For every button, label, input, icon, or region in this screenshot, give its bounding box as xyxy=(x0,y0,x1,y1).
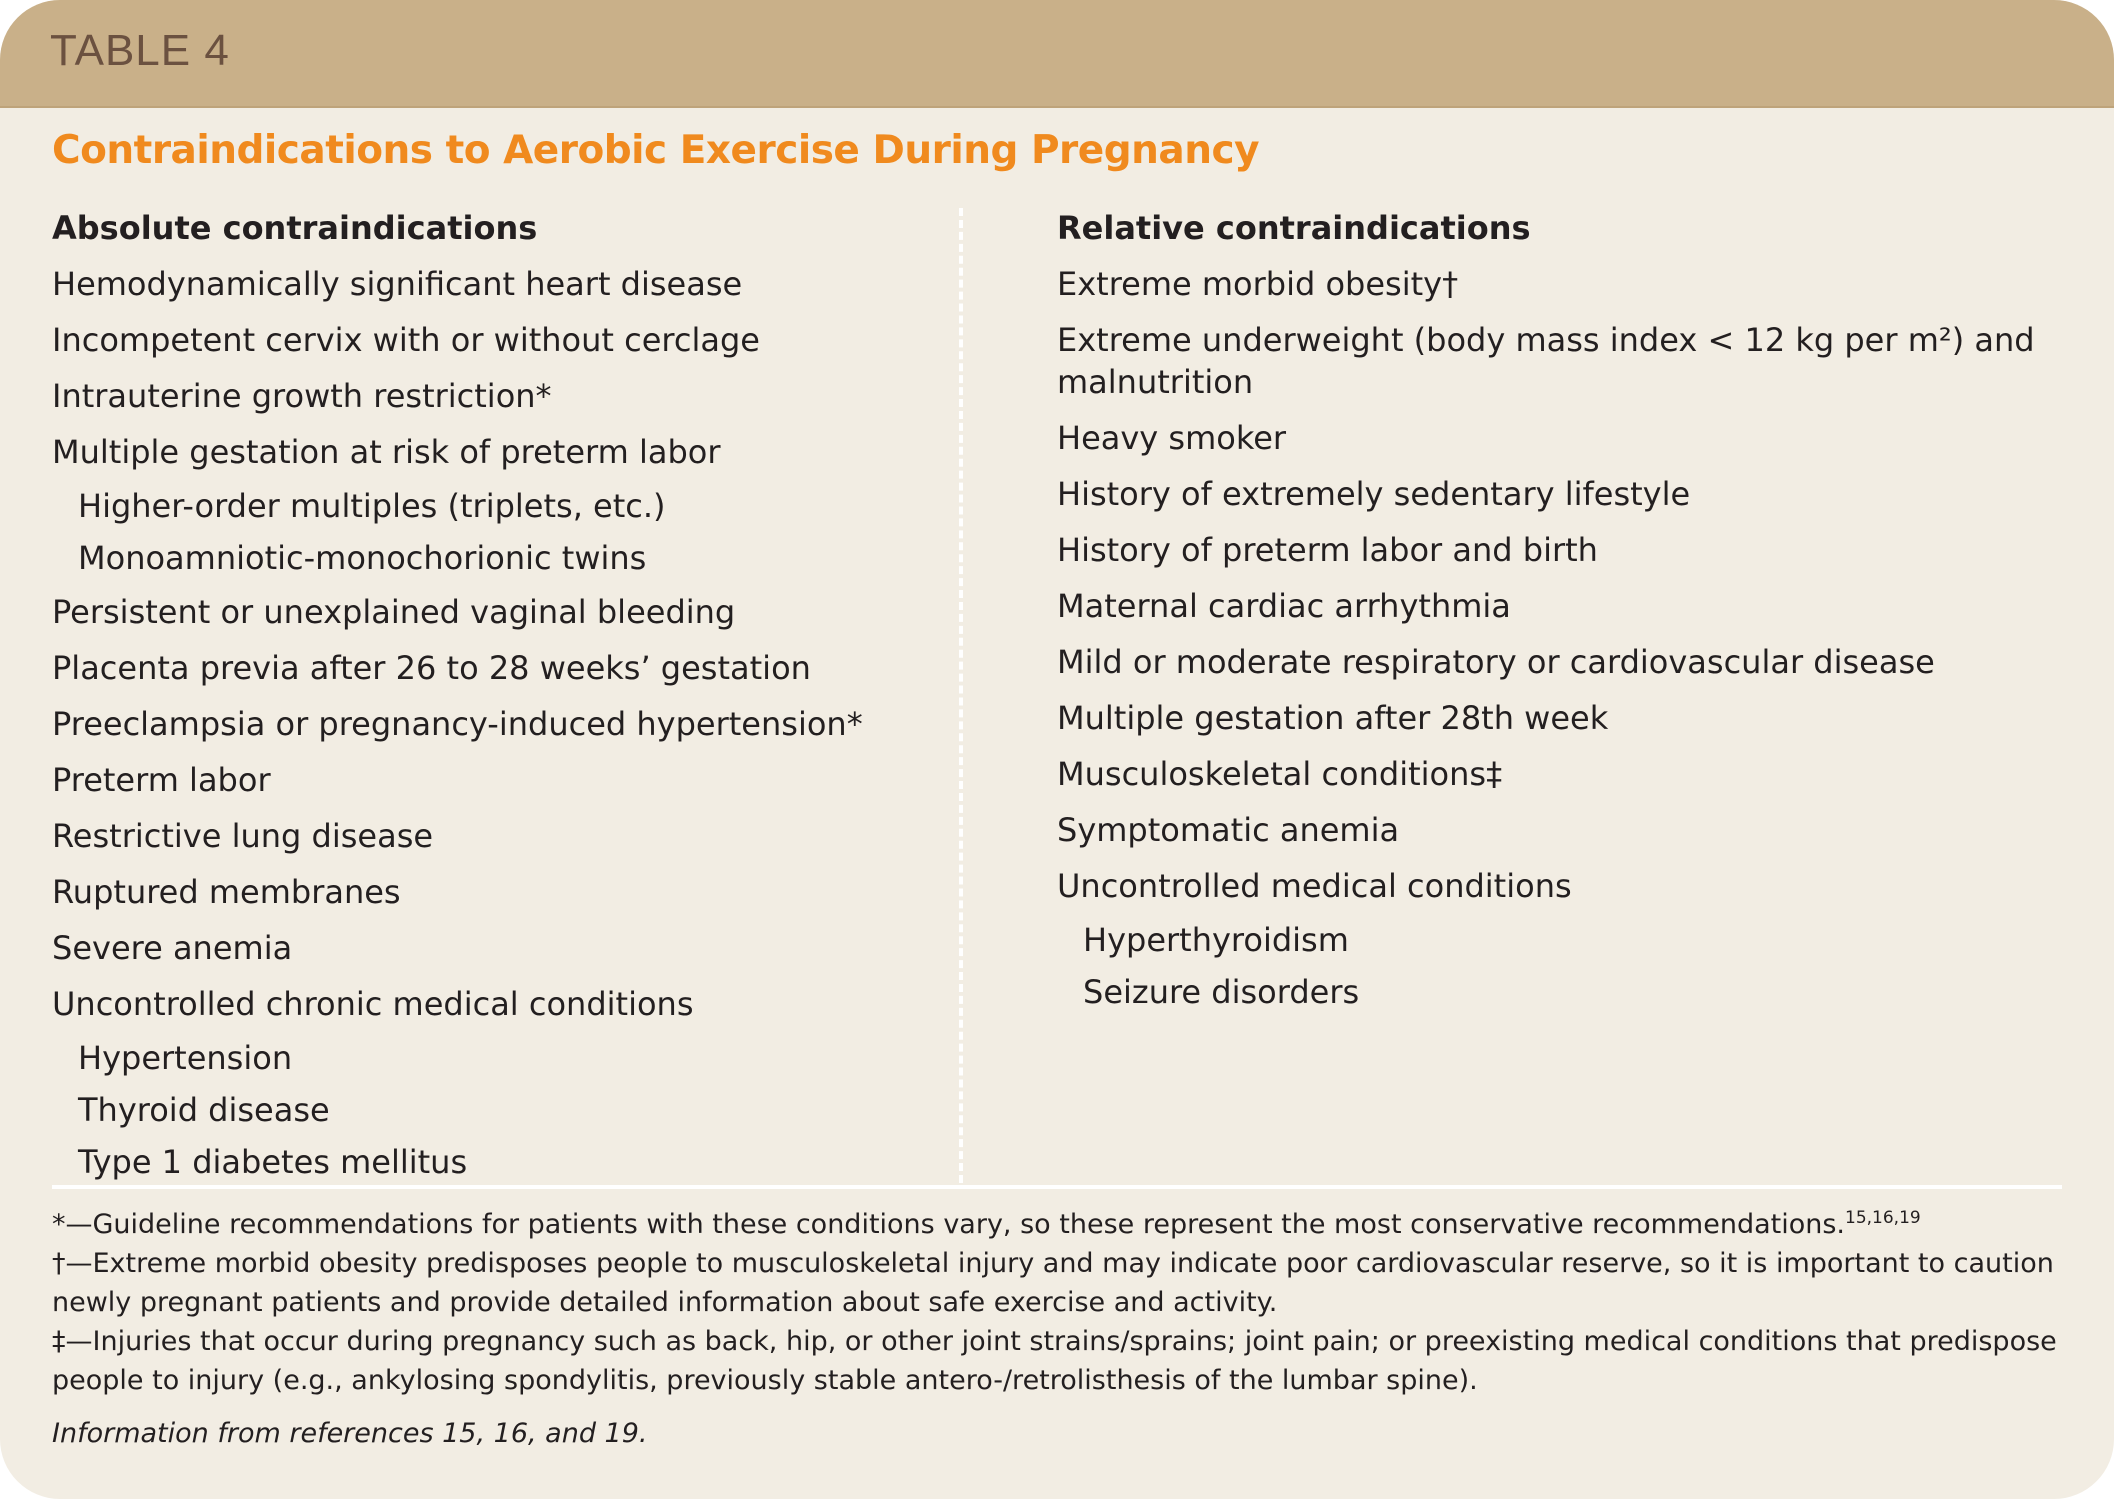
sub-list-item: Hyperthyroidism xyxy=(1083,921,1349,959)
list-item: Multiple gestation after 28th week xyxy=(1057,699,1609,737)
list-item: Uncontrolled chronic medical conditions xyxy=(52,985,694,1023)
table-title: Contraindications to Aerobic Exercise During Pregnancy xyxy=(52,128,1260,173)
list-item: Incompetent cervix with or without cerclage xyxy=(52,321,760,359)
sub-list-item: Thyroid disease xyxy=(78,1091,330,1129)
sub-list-item: Higher-order multiples (triplets, etc.) xyxy=(78,487,666,525)
relative-contraindications-heading: Relative contraindications xyxy=(1057,209,1531,247)
list-item: Maternal cardiac arrhythmia xyxy=(1057,587,1511,625)
list-item: Restrictive lung disease xyxy=(52,817,434,855)
sub-list-item: Seizure disorders xyxy=(1083,973,1360,1011)
list-item: Persistent or unexplained vaginal bleeding xyxy=(52,593,736,631)
list-item: Musculoskeletal conditions‡ xyxy=(1057,755,1503,793)
list-item: History of preterm labor and birth xyxy=(1057,531,1598,569)
list-item: Symptomatic anemia xyxy=(1057,811,1400,849)
footnotes xyxy=(52,1205,2072,1453)
absolute-contraindications-column xyxy=(52,200,932,1188)
list-item: Severe anemia xyxy=(52,929,293,967)
footnote-double-dagger: ‡—Injuries that occur during pregnancy such as back, hip, or other joint strains/sprains; joint pain; or preexisting medical conditions that predispose people to injury (e.g., ankylosing spondylitis, previously stable antero-/retrolisthesis of the lumbar spine). xyxy=(52,1326,2057,1396)
footnote-asterisk-refs: 15,16,19 xyxy=(1845,1208,1921,1228)
list-item: Uncontrolled medical conditions xyxy=(1057,867,1572,905)
sub-list-item: Type 1 diabetes mellitus xyxy=(78,1143,468,1181)
footnote-dagger: †—Extreme morbid obesity predisposes people to musculoskeletal injury and may indicate poor cardiovascular reserve, so it is important to caution newly pregnant patients and provide detailed information about safe exercise and activity. xyxy=(52,1248,2054,1318)
absolute-contraindications-heading: Absolute contraindications xyxy=(52,209,538,247)
list-item: Placenta previa after 26 to 28 weeks’ gestation xyxy=(52,649,811,687)
sub-list-item: Monoamniotic-monochorionic twins xyxy=(78,539,647,577)
relative-contraindications-column xyxy=(1057,200,2057,1018)
footnote-separator xyxy=(52,1185,2062,1189)
list-item: Extreme underweight (body mass index < 12 kg per m²) and malnutrition xyxy=(1057,321,2035,401)
list-item: Hemodynamically significant heart disease xyxy=(52,265,743,303)
list-item: Preterm labor xyxy=(52,761,271,799)
list-item: History of extremely sedentary lifestyle xyxy=(1057,475,1691,513)
list-item: Intrauterine growth restriction* xyxy=(52,377,552,415)
absolute-contraindications-list xyxy=(52,256,932,1188)
list-item: Preeclampsia or pregnancy-induced hypertension* xyxy=(52,705,863,743)
sub-list-item: Hypertension xyxy=(78,1039,293,1077)
footnote-asterisk-text: *—Guideline recommendations for patients with these conditions vary, so these represent the most conservative recommendations. xyxy=(52,1209,1846,1240)
list-item: Extreme morbid obesity† xyxy=(1057,265,1459,303)
column-divider xyxy=(959,208,963,1183)
list-item: Multiple gestation at risk of preterm labor xyxy=(52,433,721,471)
footnote-asterisk xyxy=(52,1205,2072,1244)
table-header-band xyxy=(0,0,2114,108)
list-item: Ruptured membranes xyxy=(52,873,401,911)
source-note: Information from references 15, 16, and 19. xyxy=(52,1418,648,1449)
table-number-label: TABLE 4 xyxy=(50,26,230,75)
list-item: Mild or moderate respiratory or cardiovascular disease xyxy=(1057,643,1935,681)
list-item: Heavy smoker xyxy=(1057,419,1287,457)
relative-contraindications-list xyxy=(1057,256,2057,1018)
